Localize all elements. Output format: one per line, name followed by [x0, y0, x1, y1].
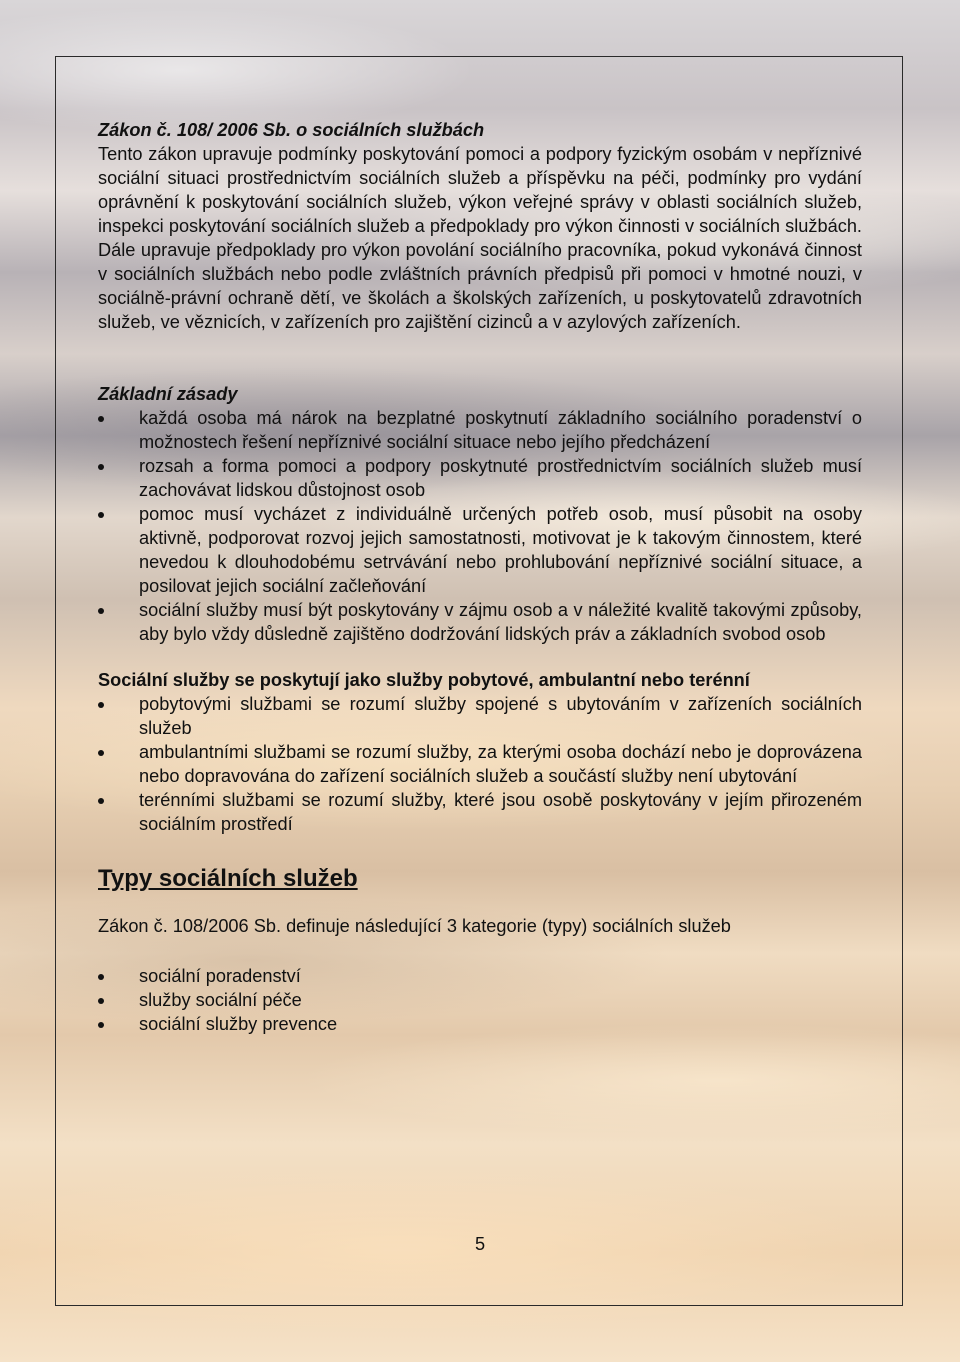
bullet-icon — [98, 798, 104, 804]
list-item: rozsah a forma pomoci a podpory poskytnuté prostřednictvím sociálních služeb musí zachovávat lidskou důstojnost osob — [98, 454, 862, 502]
list-item: pobytovými službami se rozumí služby spojené s ubytováním v zařízeních sociálních služeb — [98, 692, 862, 740]
types-intro: Zákon č. 108/2006 Sb. definuje následující 3 kategorie (typy) sociálních služeb — [98, 916, 731, 936]
intro-paragraph: Tento zákon upravuje podmínky poskytování pomoci a podpory fyzickým osobám v nepříznivé sociální situaci prostřednictvím sociálních služeb a příspěvku na péči, podmínky pro vydání oprávnění k poskytování sociálních služeb, výkon veřejné správy v oblasti sociálních služeb, inspekci poskytování sociálních služeb a předpoklady pro výkon činnosti v sociálních službách. Dále upravuje předpoklady pro výkon povolání sociálního pracovníka, pokud vykonává činnost v sociálních službách nebo podle zvláštních právních předpisů při pomoci v hmotné nouzi, v sociálně-právní ochraně dětí, ve školách a školských zařízeních, u poskytovatelů zdravotních služeb, ve věznicích, v zařízeních pro zajištění cizinců a v azylových zařízeních. — [98, 144, 862, 332]
forms-list — [98, 692, 862, 836]
bullet-icon — [98, 512, 104, 518]
bullet-icon — [98, 750, 104, 756]
list-item: sociální poradenství — [98, 964, 862, 988]
bullet-icon — [98, 998, 104, 1004]
list-item: pomoc musí vycházet z individuálně určených potřeb osob, musí působit na osoby aktivně, podporovat rozvoj jejich samostatnosti, motivovat je k takovým činnostem, které nevedou k dlouhodobému setrvávání nebo prohlubování nepříznivé sociální situace, a posilovat jejich sociální začleňování — [98, 502, 862, 598]
types-heading: Typy sociálních služeb — [98, 865, 358, 892]
list-item: sociální služby musí být poskytovány v zájmu osob a v náležité kvalitě takovými způsoby, aby bylo vždy důsledně zajištěno dodržování lidských práv a základních svobod osob — [98, 598, 862, 646]
bullet-icon — [98, 1022, 104, 1028]
list-item: terénními službami se rozumí služby, které jsou osobě poskytovány v jejím přirozeném sociálním prostředí — [98, 788, 862, 836]
principles-heading: Základní zásady — [98, 384, 238, 404]
bullet-icon — [98, 608, 104, 614]
list-item: služby sociální péče — [98, 988, 862, 1012]
types-list — [98, 964, 862, 1036]
principles-list — [98, 406, 862, 646]
forms-heading: Sociální služby se poskytují jako služby pobytové, ambulantní nebo terénní — [98, 670, 750, 690]
page-number: 5 — [474, 1234, 486, 1254]
law-title: Zákon č. 108/ 2006 Sb. o sociálních službách — [98, 120, 485, 140]
bullet-icon — [98, 974, 104, 980]
list-item: ambulantními službami se rozumí služby, za kterými osoba dochází nebo je doprovázena nebo dopravována do zařízení sociálních služeb a součástí služby není ubytování — [98, 740, 862, 788]
document-body — [98, 118, 862, 1036]
bullet-icon — [98, 416, 104, 422]
list-item: každá osoba má nárok na bezplatné poskytnutí základního sociálního poradenství o možnostech řešení nepříznivé sociální situace nebo jejího předcházení — [98, 406, 862, 454]
bullet-icon — [98, 464, 104, 470]
list-item: sociální služby prevence — [98, 1012, 862, 1036]
bullet-icon — [98, 702, 104, 708]
